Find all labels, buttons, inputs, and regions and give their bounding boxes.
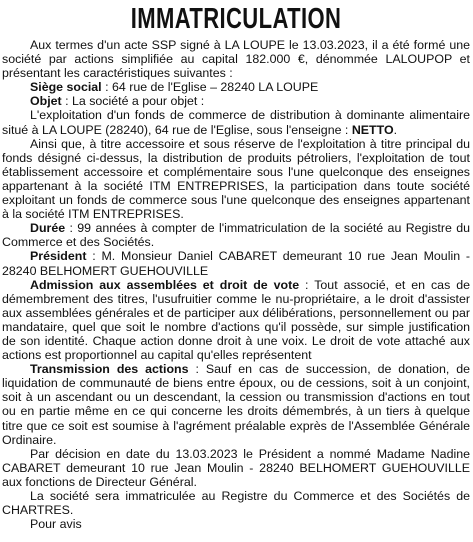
siege-label: Siège social	[30, 80, 102, 95]
enseigne-name: NETTO	[351, 122, 394, 137]
president-text: : M. Monsieur Daniel CABARET demeurant 10 rue Jean Moulin - 28240 BELHOMERT GUEHOUVILLE	[2, 249, 470, 278]
admission-paragraph	[2, 278, 470, 363]
transmission-paragraph	[2, 362, 470, 447]
intro-text: Aux termes d'un acte SSP signé à LA LOUPE le 13.03.2023, il a été formé une société par actions simplifiée au capital 182.000 €, dénommée LALOUPOP et présentant les caractéristiques suivantes :	[2, 38, 470, 81]
president-paragraph	[2, 249, 470, 277]
accessoire-paragraph	[2, 137, 470, 222]
avis-text: Pour avis	[30, 517, 82, 532]
transmission-label: Transmission des actions	[30, 362, 189, 377]
president-label: Président	[30, 249, 87, 264]
siege-text: : 64 rue de l'Eglise – 28240 LA LOUPE	[101, 80, 319, 95]
rcs-text: La société sera immatriculée au Registre du Commerce et des Sociétés de CHARTRES.	[2, 489, 470, 518]
siege-paragraph	[2, 80, 470, 94]
objet-paragraph	[2, 94, 470, 108]
objet-label: Objet	[30, 94, 62, 109]
objet-text: : La société a pour objet :	[61, 94, 205, 109]
duree-paragraph	[2, 221, 470, 249]
duree-label: Durée	[30, 221, 66, 236]
decision-text: Par décision en date du 13.03.2023 le Président a nommé Madame Nadine CABARET demeurant 10 rue Jean Moulin - 28240 BELHOMERT GUEHOUVILLE aux fonctions de Directeur Général.	[2, 446, 470, 489]
objet-body-end: .	[393, 122, 398, 137]
rcs-paragraph	[2, 489, 470, 517]
admission-text: : Tout associé, et en cas de démembrement des titres, l'usufruitier comme le nu-propriétaire, a le droit d'assister aux assemblées générales et de participer aux délibérations, personnellement ou par mandataire, quel que soit le nombre d'actions qu'il possède, sur simple justification de son identité. Chaque action donne droit à une voix. Le droit de vote attaché aux actions est proportionnel au capital qu'elles représentent	[2, 277, 470, 363]
objet-body-paragraph	[2, 108, 470, 136]
avis-paragraph	[2, 517, 470, 531]
accessoire-text: Ainsi que, à titre accessoire et sous réserve de l'exploitation à titre principal du fonds désigné ci-dessus, la distribution de produits pétroliers, l'exploitation de tout établissement accessoire et complémentaire sous l'une quelconque des enseignes appartenant à la société ITM ENTREPRISES, la participation dans toute société exploitant un fonds de commerce sous l'une quelconque des enseignes appartenant à la société ITM ENTREPRISES.	[2, 136, 470, 222]
decision-paragraph	[2, 447, 470, 489]
transmission-text: : Sauf en cas de succession, de donation, de liquidation de communauté de biens entre époux, ou de cessions, soit à un conjoint, soit à un ascendant ou un descendant, la cession ou transmission d'actions en tout ou en partie même en ce qui concerne les droits démembrés, à un tiers à quelque titre que ce soit est soumise à l'agrément préalable exprès de l'Assemblée Générale Ordinaire.	[2, 362, 471, 447]
objet-body-text: L'exploitation d'un fonds de commerce de distribution à dominante alimentaire situé à LA LOUPE (28240), 64 rue de l'Eglise, sous l'enseigne :	[2, 108, 470, 137]
intro-paragraph	[2, 38, 470, 80]
duree-text: : 99 années à compter de l'immatriculation de la société au Registre du Commerce et des Sociétés.	[2, 221, 470, 250]
admission-label: Admission aux assemblées et droit de vote	[30, 277, 300, 292]
notice-title: IMMATRICULATION	[130, 3, 342, 35]
